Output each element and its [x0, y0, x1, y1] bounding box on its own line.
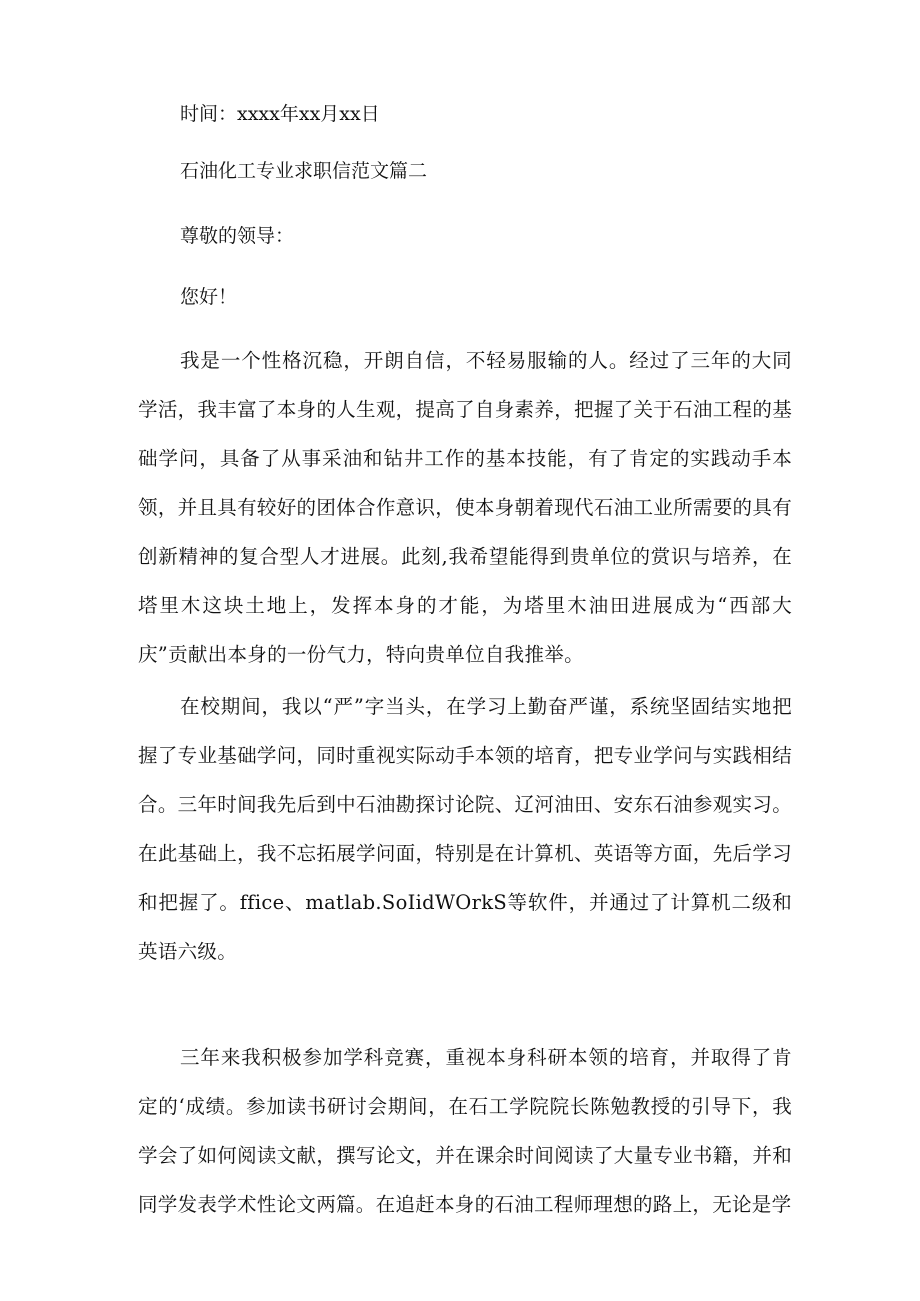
paragraph-intro: 我是一个性格沉稳，开朗自信，不轻易服输的人。经过了三年的大同学活，我丰富了本身的人生观，提高了自身素养，把握了关于石油工程的基础学问，具备了从事采油和钻井工作的基本技能，有了肯定的实践动手本领，并且具有较好的团体合作意识，使本身朝着现代石油工业所需要的具有创新精神的复合型人才进展。此刻,我希望能得到贵单位的赏识与培养，在塔里木这块土地上，发挥本身的才能，为塔里木油田进展成为“西部大庆”贡献出本身的一份气力，特向贵单位自我推举。 [138, 349, 792, 666]
salutation: 尊敬的领导： [180, 225, 295, 247]
greeting: 您好！ [180, 286, 238, 308]
paragraph-research: 三年来我积极参加学科竞赛，重视本身科研本领的培育，并取得了肯定的‘成绩。参加读书研讨会期间，在石工学院院长陈勉教授的引导下，我学会了如何阅读文献，撰写论文，并在课余时间阅读了大量专业书籍，并和同学发表学术性论文两篇。在追赶本身的石油工程师理想的路上，无论是学 [138, 1046, 792, 1216]
paragraph-study: 在校期间，我以“严”字当头，在学习上勤奋严谨，系统坚固结实地把握了专业基础学问，同时重视实际动手本领的培育，把专业学问与实践相结合。三年时间我先后到中石油勘探讨论院、辽河油田、安东石油参观实习。在此基础上，我不忘拓展学问面，特别是在计算机、英语等方面，先后学习和把握了。ffice、matlab.SoIidWOrkS等软件，并通过了计算机二级和英语六级。 [138, 695, 792, 963]
document-heading: 石油化工专业求职信范文篇二 [180, 160, 428, 182]
date-line: 时间：xxxx年xx月xx日 [180, 103, 380, 125]
